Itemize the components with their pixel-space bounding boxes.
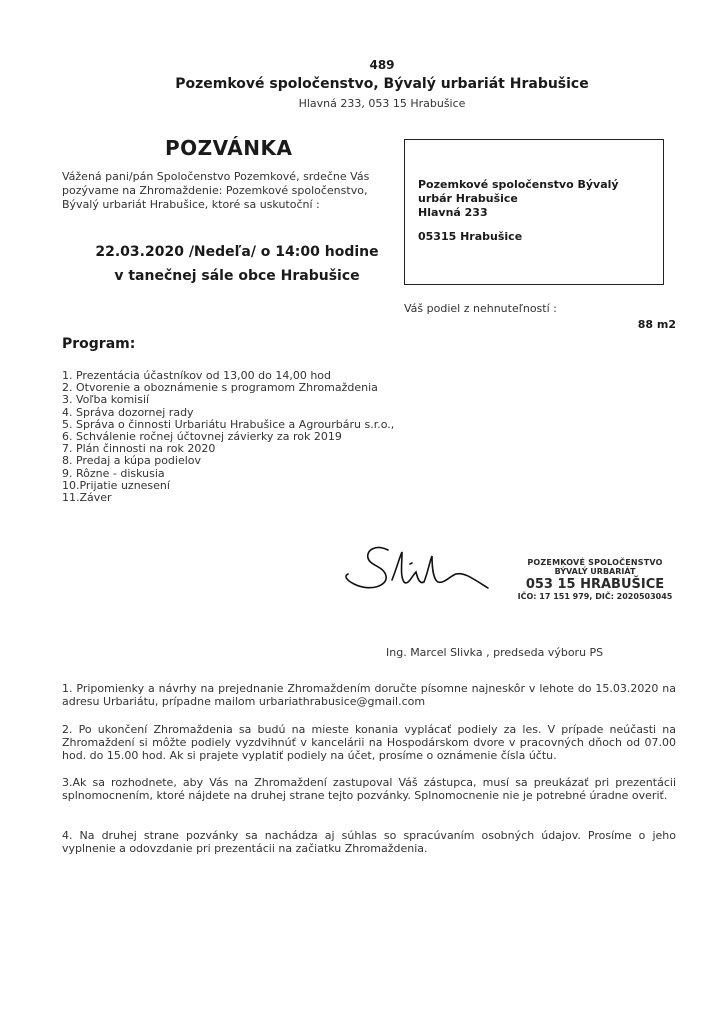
organization-title: Pozemkové spoločenstvo, Bývalý urbariát Hrabušice	[175, 76, 589, 92]
stamp-line: BÝVALÝ URBARIÁT	[554, 567, 636, 576]
recipient-street: Hlavná 233	[418, 206, 488, 219]
event-venue-line: v tanečnej sále obce Hrabušice	[114, 268, 360, 284]
program-item: 3. Voľba komisií	[62, 393, 150, 407]
organization-address: Hlavná 233, 053 15 Hrabušice	[298, 97, 466, 110]
share-label: Váš podiel z nehnuteľností :	[404, 302, 557, 315]
program-item: 2. Otvorenie a oboznámenie s programom Zhromaždenia	[62, 381, 378, 395]
note-paragraph: 4. Na druhej strane pozvánky sa nachádza aj súhlas so spracúvaním osobných údajov. Prosíme o jeho vyplnenie a odovzdanie pri prezentácii na začiatku Zhromaždenia.	[62, 829, 676, 855]
program-item: 6. Schválenie ročnej účtovnej závierky za rok 2019	[62, 430, 342, 444]
note-paragraph: 1. Pripomienky a návrhy na prejednanie Zhromaždením doručte písomne najneskôr v lehote do 15.03.2020 na adresu Urbariátu, prípadne mailom urbariathrabusice@gmail.com	[62, 682, 676, 708]
note-paragraph: 2. Po ukončení Zhromaždenia sa budú na mieste konania vyplácať podiely za les. V prípade neúčasti na Zhromaždení si môžte podiely vyzdvihnúť v kancelárii na Hospodárskom dvore v pracovných dňoch od 07.00 hod. do 15.00 hod. Ak si prajete vyplatiť podiely na účet, prosíme o oznámenie čísla účtu.	[62, 723, 676, 762]
stamp-line: IČO: 17 151 979, DIČ: 2020503045	[517, 592, 673, 601]
invitation-intro: Vážená pani/pán Spoločenstvo Pozemkové, srdečne Vás pozývame na Zhromaždenie: Pozemkové spoločenstvo, Bývalý urbariát Hrabušice, ktoré sa uskutoční :	[62, 170, 370, 211]
program-item: 9. Rôzne - diskusia	[62, 466, 165, 480]
program-heading: Program:	[62, 336, 136, 352]
event-date-line: 22.03.2020 /Nedeľa/ o 14:00 hodine	[95, 244, 379, 260]
program-item: 7. Plán činnosti na rok 2020	[62, 442, 216, 456]
program-item: 4. Správa dozornej rady	[62, 405, 194, 419]
stamp-line: 053 15 HRABUŠICE	[525, 577, 665, 592]
share-value: 88 m2	[637, 318, 676, 331]
note-paragraph: 3.Ak sa rozhodnete, aby Vás na Zhromaždení zastupoval Váš zástupca, musí sa preukázať pri prezentácii splnomocnením, ktoré nájdete na druhej strane tejto pozvánky. Splnomocnenie nie je potrebné úradne overiť.	[62, 776, 676, 802]
recipient-name: Pozemkové spoločenstvo Bývalý urbár Hrabušice	[418, 178, 619, 205]
program-item: 10.Prijatie uznesení	[62, 478, 170, 492]
program-item: 1. Prezentácia účastníkov od 13,00 do 14,00 hod	[62, 369, 332, 382]
organization-stamp	[510, 558, 680, 601]
program-item: 5. Správa o činnosti Urbariátu Hrabušice a Agrourbáru s.r.o.,	[62, 417, 395, 431]
program-list	[62, 370, 394, 504]
handwritten-signature	[340, 536, 510, 606]
recipient-postal: 05315 Hrabušice	[418, 230, 523, 243]
signatory-name: Ing. Marcel Slivka , predseda výboru PS	[386, 646, 604, 659]
program-item: 11.Záver	[62, 491, 112, 505]
document-number: 489	[369, 58, 395, 72]
invitation-title: POZVÁNKA	[165, 136, 293, 160]
event-details	[62, 240, 412, 288]
recipient-address	[418, 178, 648, 244]
stamp-line: POZEMKOVÉ SPOLOČENSTVO	[527, 558, 663, 567]
program-item: 8. Predaj a kúpa podielov	[62, 454, 202, 468]
